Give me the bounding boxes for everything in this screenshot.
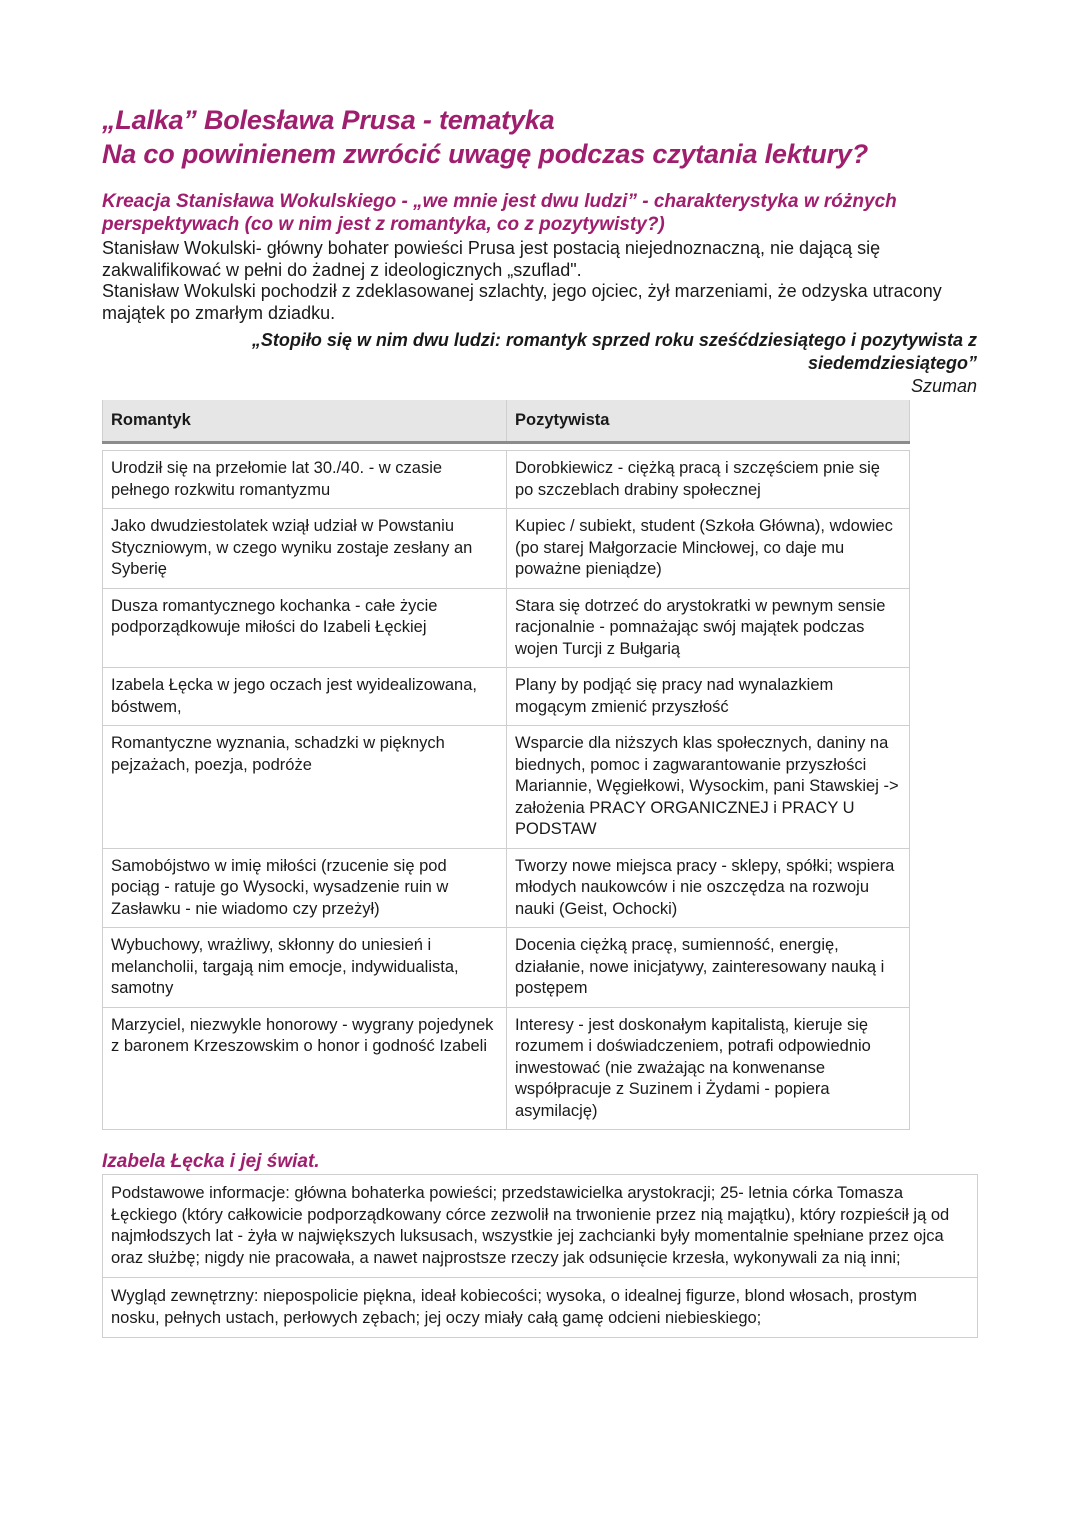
table-row	[103, 451, 910, 509]
table-cell-pozytywista: Stara się dotrzeć do arystokratki w pewnym sensie racjonalnie - pomnażając swój majątek podczas wojen Turcji z Bułgarią	[507, 588, 910, 668]
izabela-appearance: Wygląd zewnętrzny: niepospolicie piękna, ideał kobiecości; wysoka, o idealnej figurze, blond włosach, prostym nosku, pełnych ustach, perłowych zębach; jej oczy miały całą gamę odcieni niebieskiego;	[103, 1277, 977, 1337]
table-cell-pozytywista: Tworzy nowe miejsca pracy - sklepy, spółki; wspiera młodych naukowców i nie oszczędza na rozwoju nauki (Geist, Ochocki)	[507, 848, 910, 928]
table-cell-romantyk: Romantyczne wyznania, schadzki w pięknych pejzażach, poezja, podróże	[103, 726, 507, 849]
szuman-quote: „Stopiło się w nim dwu ludzi: romantyk sprzed roku sześćdziesiątego i pozytywista z siedemdziesiątego”	[251, 330, 977, 373]
table-cell-romantyk: Izabela Łęcka w jego oczach jest wyidealizowana, bóstwem,	[103, 668, 507, 726]
title-line-1: „Lalka” Bolesława Prusa - tematyka	[102, 105, 555, 135]
table-row	[103, 509, 910, 589]
table-cell-romantyk: Jako dwudziestolatek wziął udział w Powstaniu Styczniowym, w czego wyniku zostaje zesłany an Syberię	[103, 509, 507, 589]
table-row	[103, 848, 910, 928]
table-cell-pozytywista: Kupiec / subiekt, student (Szkoła Główna), wdowiec (po starej Małgorzacie Mincłowej, co daje mu poważne pieniądze)	[507, 509, 910, 589]
intro-paragraph-2: Stanisław Wokulski pochodził z zdeklasowanej szlachty, jego ojciec, żył marzeniami, że odzyska utracony majątek po zmarłym dziadku.	[102, 281, 942, 323]
table-cell-pozytywista: Dorobkiewicz - ciężką pracą i szczęściem pnie się po szczeblach drabiny społecznej	[507, 451, 910, 509]
table-cell-romantyk: Samobójstwo w imię miłości (rzucenie się pod pociąg - ratuje go Wysocki, wysadzenie ruin w Zasławku - nie wiadomo czy przeżył)	[103, 848, 507, 928]
table-row	[103, 668, 910, 726]
table-row	[103, 1007, 910, 1130]
comparison-table	[102, 400, 910, 1130]
intro-text	[102, 238, 982, 324]
page-title	[102, 103, 868, 171]
izabela-basic-info: Podstawowe informacje: główna bohaterka powieści; przedstawicielka arystokracji; 25- letnia córka Tomasza Łęckiego (który całkowicie podporządkowany córce zezwolił na trwonienie przez nią majątku), który rozpieścił ją od najmłodszych lat - żyła w największych luksusach, wszystkie jej zachcianki były momentalnie spełniane przez ojca oraz służbę; nigdy nie pracowała, a nawet najprostsze rzeczy jak odsunięcie krzesła, wykonywali za nią inni;	[111, 1184, 950, 1267]
table-row	[103, 726, 910, 849]
column-header-romantyk: Romantyk	[103, 400, 507, 443]
intro-paragraph-1: Stanisław Wokulski- główny bohater powieści Prusa jest postacią niejednoznaczną, nie dającą się zakwalifikować w pełni do żadnej z ideologicznych „szuflad".	[102, 238, 881, 280]
title-line-2: Na co powinienem zwrócić uwagę podczas czytania lektury?	[102, 139, 869, 169]
table-cell-romantyk: Urodził się na przełomie lat 30./40. - w czasie pełnego rozkwitu romantyzmu	[103, 451, 507, 509]
table-cell-romantyk: Wybuchowy, wrażliwy, skłonny do uniesień i melancholii, targają nim emocje, indywidualista, samotny	[103, 928, 507, 1008]
quote-author: Szuman	[910, 376, 977, 396]
table-row	[103, 588, 910, 668]
table-header-row	[103, 400, 910, 443]
izabela-info-table	[102, 1174, 978, 1338]
table-cell-romantyk: Dusza romantycznego kochanka - całe życie podporządkowuje miłości do Izabeli Łęckiej	[103, 588, 507, 668]
section-heading-izabela: Izabela Łęcka i jej świat.	[102, 1151, 320, 1172]
table-cell-pozytywista: Docenia ciężką pracę, sumienność, energię, działanie, nowe inicjatywy, zainteresowany nauką i postępem	[507, 928, 910, 1008]
column-header-pozytywista: Pozytywista	[507, 400, 910, 443]
table-cell-pozytywista: Interesy - jest doskonałym kapitalistą, kieruje się rozumem i doświadczeniem, potrafi odpowiednio inwestować (nie zważając na konwenanse współpracuje z Suzinem i Żydami - popiera asymilację)	[507, 1007, 910, 1130]
table-cell-pozytywista: Plany by podjąć się pracy nad wynalazkiem mogącym zmienić przyszłość	[507, 668, 910, 726]
table-cell-romantyk: Marzyciel, niezwykle honorowy - wygrany pojedynek z baronem Krzeszowskim o honor i godność Izabeli	[103, 1007, 507, 1130]
table-cell-pozytywista: Wsparcie dla niższych klas społecznych, daniny na biednych, pomoc i zagwarantowanie przyszłości Mariannie, Węgiełkowi, Wysockim, pani Stawskiej -> założenia PRACY ORGANICZNEJ i PRACY U PODSTAW	[507, 726, 910, 849]
section-heading-wokulski: Kreacja Stanisława Wokulskiego - „we mnie jest dwu ludzi” - charakterystyka w różnych perspektywach (co w nim jest z romantyka, co z pozytywisty?)	[102, 191, 897, 235]
table-row	[103, 928, 910, 1008]
